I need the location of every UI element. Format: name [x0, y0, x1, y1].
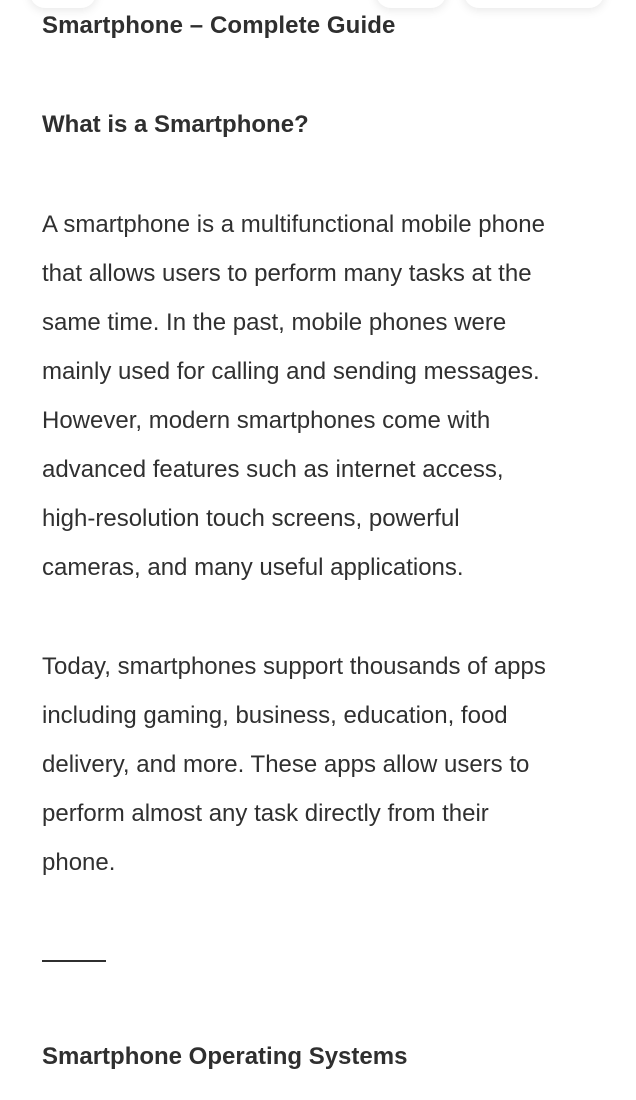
paragraph-line: A smartphone is a multifunctional mobile phone	[42, 211, 545, 238]
paragraph-line: mainly used for calling and sending messages.	[42, 358, 540, 385]
paragraph-line: However, modern smartphones come with	[42, 407, 491, 434]
paragraph-line: phone.	[42, 849, 116, 876]
section-divider	[42, 960, 106, 962]
paragraph-line: perform almost any task directly from their	[42, 800, 489, 827]
section-heading-what-is-smartphone: What is a Smartphone?	[42, 111, 309, 138]
paragraph-line: high-resolution touch screens, powerful	[42, 505, 460, 532]
paragraph-line: including gaming, business, education, food	[42, 702, 508, 729]
paragraph-apps	[42, 642, 546, 887]
section-heading-operating-systems: Smartphone Operating Systems	[42, 1043, 408, 1070]
paragraph-line: that allows users to perform many tasks at the	[42, 260, 532, 287]
paragraph-line: delivery, and more. These apps allow users to	[42, 751, 530, 778]
paragraph-intro	[42, 200, 545, 592]
paragraph-line: cameras, and many useful applications.	[42, 554, 464, 581]
toolbar-button-right[interactable]	[464, 0, 604, 8]
paragraph-line: advanced features such as internet access,	[42, 456, 504, 483]
paragraph-line: Today, smartphones support thousands of apps	[42, 653, 546, 680]
paragraph-line: same time. In the past, mobile phones were	[42, 309, 507, 336]
toolbar-button-middle[interactable]	[376, 0, 446, 8]
toolbar-button-left[interactable]	[30, 0, 96, 8]
document-title: Smartphone – Complete Guide	[42, 12, 396, 39]
